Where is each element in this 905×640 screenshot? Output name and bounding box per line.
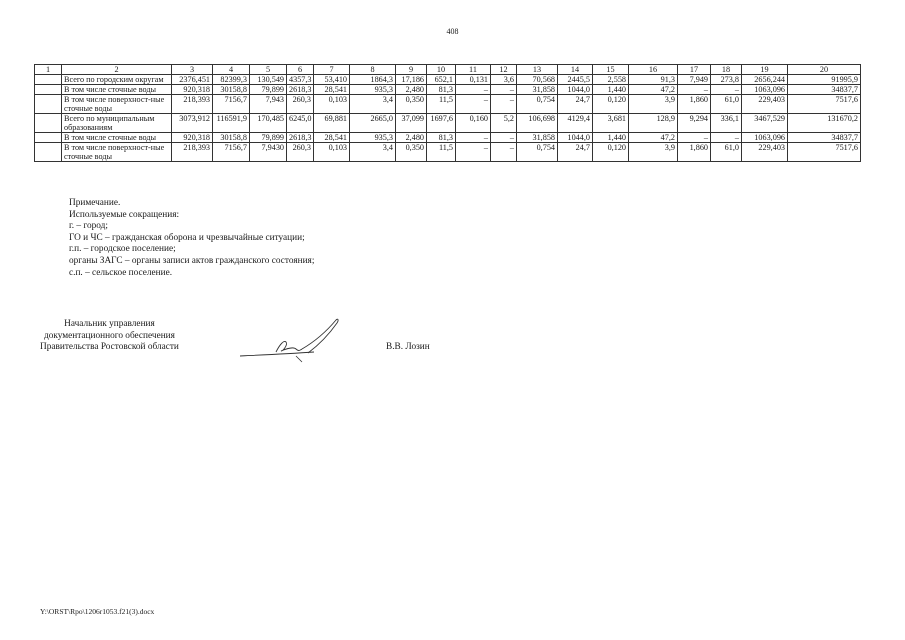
signer-position-line: документационного обеспечения: [43, 330, 175, 341]
table-cell: 2376,451: [172, 75, 213, 85]
table-header-cell: 7: [314, 65, 350, 75]
page-number: 408: [446, 27, 459, 36]
row-label-cell: В том числе поверхност-ные сточные воды: [62, 143, 172, 162]
table-header-cell: 17: [678, 65, 711, 75]
table-cell: 130,549: [250, 75, 287, 85]
table-header-cell: 3: [172, 65, 213, 75]
table-cell: 7,949: [678, 75, 711, 85]
table-cell: –: [456, 85, 491, 95]
table-body: [35, 65, 861, 162]
table-cell: –: [678, 133, 711, 143]
table-header-cell: 2: [62, 65, 172, 75]
table-cell: 1044,0: [558, 133, 593, 143]
table-cell: –: [711, 133, 742, 143]
table-cell: 3,4: [350, 95, 396, 114]
table-cell: 0,160: [456, 114, 491, 133]
table-cell: 4129,4: [558, 114, 593, 133]
table-cell: 47,2: [629, 133, 678, 143]
table-cell: 61,0: [711, 95, 742, 114]
table-cell: 0,754: [517, 95, 558, 114]
table-cell: 3,681: [593, 114, 629, 133]
table-cell: 28,541: [314, 133, 350, 143]
note-item: с.п. – сельское поселение.: [69, 267, 173, 278]
table-cell: 2,558: [593, 75, 629, 85]
table-cell: 1063,096: [742, 85, 788, 95]
table-cell: 935,3: [350, 133, 396, 143]
table-cell: 7,943: [250, 95, 287, 114]
table-cell: –: [491, 133, 517, 143]
table-cell: 652,1: [427, 75, 456, 85]
table-cell: 91,3: [629, 75, 678, 85]
table-cell: 0,103: [314, 143, 350, 162]
note-item: ГО и ЧС – гражданская оборона и чрезвычайные ситуации;: [69, 232, 305, 243]
table-cell: 30158,8: [213, 85, 250, 95]
table-header-cell: 1: [35, 65, 62, 75]
table-cell: 7517,6: [788, 143, 861, 162]
row-number-cell: [35, 85, 62, 95]
table-cell: 920,318: [172, 85, 213, 95]
table-cell: 131670,2: [788, 114, 861, 133]
table-cell: 2665,0: [350, 114, 396, 133]
table-cell: –: [678, 85, 711, 95]
table-row: [35, 75, 861, 85]
table-cell: 6245,0: [287, 114, 314, 133]
table-cell: 81,3: [427, 133, 456, 143]
row-number-cell: [35, 114, 62, 133]
table-cell: 11,5: [427, 95, 456, 114]
row-label-cell: В том числе сточные воды: [62, 133, 172, 143]
table-header-cell: 6: [287, 65, 314, 75]
row-label-cell: Всего по городским округам: [62, 75, 172, 85]
table-cell: 170,485: [250, 114, 287, 133]
table-cell: 0,754: [517, 143, 558, 162]
table-cell: 336,1: [711, 114, 742, 133]
table-cell: 3,9: [629, 95, 678, 114]
table-cell: 81,3: [427, 85, 456, 95]
table-cell: 34837,7: [788, 133, 861, 143]
table-cell: 61,0: [711, 143, 742, 162]
table-cell: 1,860: [678, 143, 711, 162]
notes-subtitle: Используемые сокращения:: [69, 209, 180, 220]
table-cell: 91995,9: [788, 75, 861, 85]
table-header-cell: 12: [491, 65, 517, 75]
table-cell: –: [711, 85, 742, 95]
table-cell: 37,099: [396, 114, 427, 133]
signer-name: В.В. Лозин: [386, 342, 430, 352]
table-cell: 17,186: [396, 75, 427, 85]
row-number-cell: [35, 143, 62, 162]
table-header-cell: 5: [250, 65, 287, 75]
table-cell: 273,8: [711, 75, 742, 85]
row-number-cell: [35, 133, 62, 143]
row-label-cell: В том числе сточные воды: [62, 85, 172, 95]
note-item: органы ЗАГС – органы записи актов гражданского состояния;: [69, 255, 315, 266]
table-cell: 0,350: [396, 143, 427, 162]
notes-section: [69, 198, 314, 279]
table-cell: 3073,912: [172, 114, 213, 133]
table-cell: 128,9: [629, 114, 678, 133]
table-cell: 2618,3: [287, 85, 314, 95]
table-cell: 106,698: [517, 114, 558, 133]
table-cell: 2,480: [396, 133, 427, 143]
signer-position: [40, 319, 179, 354]
table-cell: –: [456, 143, 491, 162]
table-header-cell: 14: [558, 65, 593, 75]
table-cell: 31,858: [517, 133, 558, 143]
table-cell: 7156,7: [213, 143, 250, 162]
table-row: [35, 95, 861, 114]
table-cell: 79,899: [250, 85, 287, 95]
table-cell: 1,440: [593, 85, 629, 95]
table-cell: 2,480: [396, 85, 427, 95]
table-cell: 5,2: [491, 114, 517, 133]
note-item: г. – город;: [69, 221, 108, 232]
data-table: [34, 64, 861, 162]
table-cell: 7,9430: [250, 143, 287, 162]
table-row: [35, 143, 861, 162]
table-cell: 0,120: [593, 95, 629, 114]
table-header-cell: 19: [742, 65, 788, 75]
table-cell: 3,4: [350, 143, 396, 162]
table-cell: 0,350: [396, 95, 427, 114]
table-cell: 7517,6: [788, 95, 861, 114]
table-header-cell: 18: [711, 65, 742, 75]
table-cell: –: [456, 133, 491, 143]
row-number-cell: [35, 75, 62, 85]
table-cell: 69,881: [314, 114, 350, 133]
table-cell: 229,403: [742, 95, 788, 114]
table-header-cell: 20: [788, 65, 861, 75]
table-cell: 218,393: [172, 143, 213, 162]
table-header-row: [35, 65, 861, 75]
table-row: [35, 85, 861, 95]
table-row: [35, 133, 861, 143]
table-cell: 3,9: [629, 143, 678, 162]
table-cell: 1063,096: [742, 133, 788, 143]
table-cell: 3467,529: [742, 114, 788, 133]
table-cell: –: [491, 143, 517, 162]
note-item: г.п. – городское поселение;: [69, 244, 176, 255]
table-cell: 1864,3: [350, 75, 396, 85]
table-header-cell: 11: [456, 65, 491, 75]
table-cell: 935,3: [350, 85, 396, 95]
table-cell: 11,5: [427, 143, 456, 162]
table-cell: 260,3: [287, 143, 314, 162]
row-label-cell: Всего по муниципальным образованиям: [62, 114, 172, 133]
table-cell: 229,403: [742, 143, 788, 162]
table-cell: 79,899: [250, 133, 287, 143]
table-cell: 4357,3: [287, 75, 314, 85]
table-cell: 2656,244: [742, 75, 788, 85]
handwritten-signature: [236, 318, 346, 368]
table-cell: 1044,0: [558, 85, 593, 95]
table-header-cell: 13: [517, 65, 558, 75]
table-header-cell: 16: [629, 65, 678, 75]
table-cell: 3,6: [491, 75, 517, 85]
table-cell: 53,410: [314, 75, 350, 85]
file-path: Y:\ORST\Rpo\1206r1053.f21(3).docx: [40, 607, 155, 616]
table-header-cell: 4: [213, 65, 250, 75]
table-cell: 30158,8: [213, 133, 250, 143]
table-cell: –: [456, 95, 491, 114]
table-cell: 24,7: [558, 95, 593, 114]
table-header-cell: 15: [593, 65, 629, 75]
table-header-cell: 8: [350, 65, 396, 75]
table-cell: 0,103: [314, 95, 350, 114]
table-cell: 1,860: [678, 95, 711, 114]
row-label-cell: В том числе поверхност-ные сточные воды: [62, 95, 172, 114]
table-cell: 34837,7: [788, 85, 861, 95]
table-cell: 28,541: [314, 85, 350, 95]
table-cell: 1697,6: [427, 114, 456, 133]
table-cell: 7156,7: [213, 95, 250, 114]
table-cell: 24,7: [558, 143, 593, 162]
table-cell: 260,3: [287, 95, 314, 114]
table-cell: 31,858: [517, 85, 558, 95]
table-cell: 2445,5: [558, 75, 593, 85]
table-cell: –: [491, 95, 517, 114]
notes-title: Примечание.: [69, 198, 121, 208]
table-cell: –: [491, 85, 517, 95]
table-cell: 47,2: [629, 85, 678, 95]
signer-position-line: Начальник управления: [64, 319, 155, 329]
row-number-cell: [35, 95, 62, 114]
table-cell: 82399,3: [213, 75, 250, 85]
table-cell: 2618,3: [287, 133, 314, 143]
table-cell: 116591,9: [213, 114, 250, 133]
table-cell: 218,393: [172, 95, 213, 114]
table-cell: 0,131: [456, 75, 491, 85]
table-header-cell: 9: [396, 65, 427, 75]
table-cell: 0,120: [593, 143, 629, 162]
table-cell: 9,294: [678, 114, 711, 133]
table-header-cell: 10: [427, 65, 456, 75]
table-cell: 1,440: [593, 133, 629, 143]
table-cell: 920,318: [172, 133, 213, 143]
table-cell: 70,568: [517, 75, 558, 85]
signer-position-line: Правительства Ростовской области: [40, 342, 179, 352]
table-row: [35, 114, 861, 133]
